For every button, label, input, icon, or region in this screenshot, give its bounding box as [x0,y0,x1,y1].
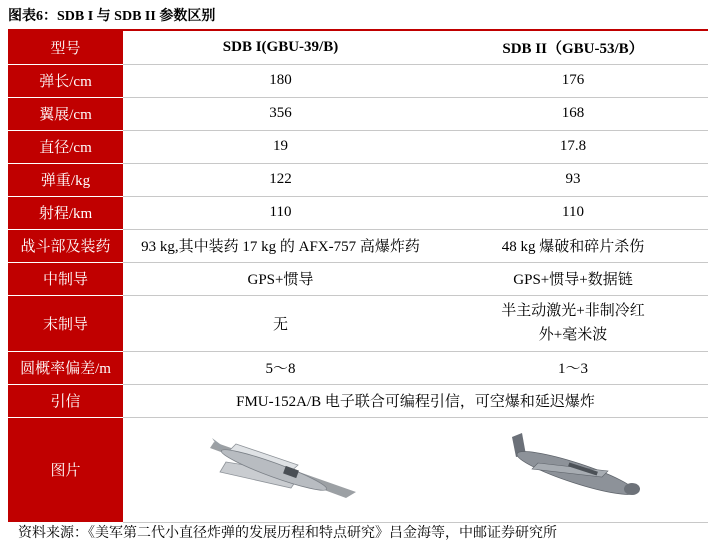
table-caption: 图表6：SDB I 与 SDB II 参数区别 [8,9,216,24]
table-row [8,163,708,196]
cell-sdb1: 93 kg,其中装药 17 kg 的 AFX-757 高爆炸药 [123,229,438,262]
cell-sdb2: 48 kg 爆破和碎片杀伤 [438,229,708,262]
cell-sdb2: 176 [438,64,708,97]
cell-sdb1: 356 [123,97,438,130]
row-label: 战斗部及装药 [8,229,123,262]
row-label: 图片 [8,417,123,522]
sdb1-bomb-image [206,432,356,502]
row-label: 中制导 [8,262,123,295]
row-label: 圆概率偏差/m [8,351,123,384]
row-label: 弹重/kg [8,163,123,196]
cell-sdb1: 180 [123,64,438,97]
table-row [8,229,708,262]
table-row [8,130,708,163]
cell-sdb1: GPS+惯导 [123,262,438,295]
table-row [8,295,708,351]
cell-sdb2: 168 [438,97,708,130]
cell-sdb1-image [123,417,438,522]
row-label: 射程/km [8,196,123,229]
cell-line: 外+毫米波 [538,327,608,343]
sdb2-bomb-image [498,427,648,507]
header-sdb1: SDB I(GBU-39/B) [123,31,438,64]
cell-sdb1: 122 [123,163,438,196]
cell-sdb2: 1～3 [438,351,708,384]
cell-sdb2: 17.8 [438,130,708,163]
cell-sdb1: 无 [123,295,438,351]
cell-sdb2-image [438,417,708,522]
table-row [8,262,708,295]
cell-sdb2: 110 [438,196,708,229]
header-sdb2: SDB II（GBU-53/B） [438,31,708,64]
cell-sdb1: 5～8 [123,351,438,384]
spec-table [8,31,708,523]
table-row [8,64,708,97]
source-note: 资料来源：《美军第二代小直径炸弹的发展历程和特点研究》吕金海等，中邮证券研究所 [18,526,557,541]
header-label: 型号 [8,31,123,64]
table-row [8,97,708,130]
table-row [8,384,708,417]
cell-sdb1: 110 [123,196,438,229]
cell-fuze: FMU-152A/B 电子联合可编程引信，可空爆和延迟爆炸 [123,384,708,417]
cell-sdb1: 19 [123,130,438,163]
table-header-row [8,31,708,64]
cell-sdb2: 93 [438,163,708,196]
row-label: 弹长/cm [8,64,123,97]
row-label: 直径/cm [8,130,123,163]
table-row [8,417,708,522]
table-row [8,196,708,229]
table-row [8,351,708,384]
row-label: 末制导 [8,295,123,351]
row-label: 引信 [8,384,123,417]
cell-sdb2 [438,295,708,351]
cell-line: 半主动激光+非制冷红 [501,303,645,319]
row-label: 翼展/cm [8,97,123,130]
cell-sdb2: GPS+惯导+数据链 [438,262,708,295]
